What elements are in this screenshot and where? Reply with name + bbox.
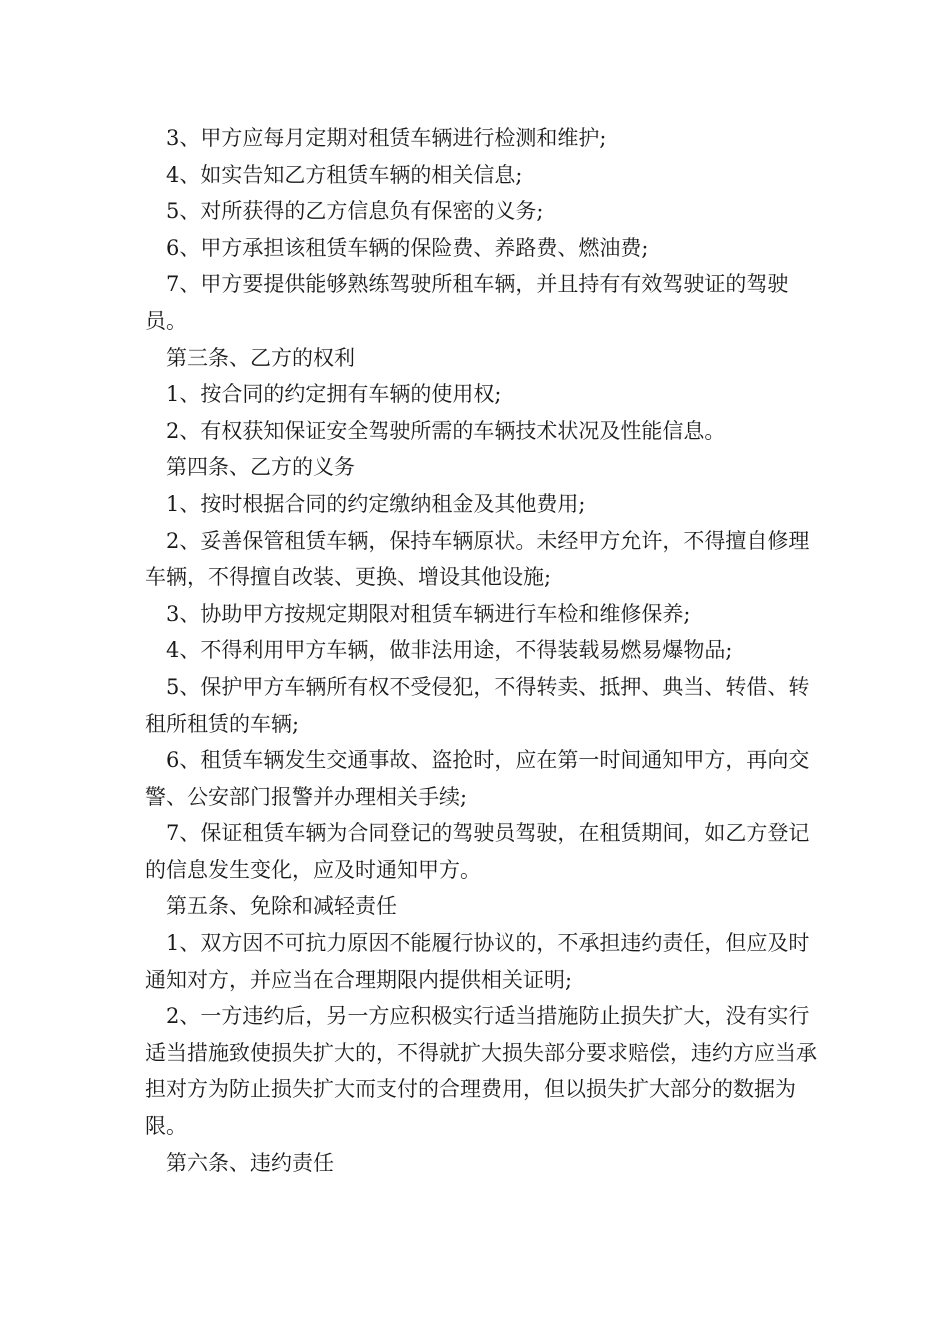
section-heading: 第六条、违约责任 [166, 1150, 334, 1175]
clause-item: 3、协助甲方按规定期限对租赁车辆进行车检和维修保养; [166, 601, 691, 626]
section-heading: 第五条、免除和减轻责任 [166, 894, 397, 919]
clause-item: 5、对所获得的乙方信息负有保密的义务; [166, 199, 544, 224]
clause-item: 4、不得利用甲方车辆，做非法用途，不得装载易燃易爆物品; [166, 638, 733, 663]
clause-item: 7、保证租赁车辆为合同登记的驾驶员驾驶，在租赁期间，如乙方登记的信息发生变化，应及时通知甲方。 [145, 821, 810, 882]
clause-item: 4、如实告知乙方租赁车辆的相关信息; [166, 162, 523, 187]
clause-item: 2、有权获知保证安全驾驶所需的车辆技术状况及性能信息。 [166, 418, 726, 443]
clause-item: 1、按时根据合同的约定缴纳租金及其他费用; [166, 491, 586, 516]
clause-item: 6、租赁车辆发生交通事故、盗抢时，应在第一时间通知甲方，再向交警、公安部门报警并办理相关手续; [145, 748, 810, 809]
clause-item: 6、甲方承担该租赁车辆的保险费、养路费、燃油费; [166, 235, 649, 260]
clause-item: 1、双方因不可抗力原因不能履行协议的，不承担违约责任，但应及时通知对方，并应当在合理期限内提供相关证明; [145, 931, 810, 992]
clause-item: 2、妥善保管租赁车辆，保持车辆原状。未经甲方允许，不得擅自修理车辆，不得擅自改装、更换、增设其他设施; [145, 528, 810, 590]
clause-item: 2、一方违约后，另一方应积极实行适当措施防止损失扩大，没有实行适当措施致使损失扩大的，不得就扩大损失部分要求赔偿，违约方应当承担对方为防止损失扩大而支付的合理费用，但以损失扩大部分的数据为限。 [145, 1004, 817, 1139]
clause-item: 5、保护甲方车辆所有权不受侵犯，不得转卖、抵押、典当、转借、转租所租赁的车辆; [145, 674, 810, 736]
document-body [145, 120, 825, 1181]
clause-item: 1、按合同的约定拥有车辆的使用权; [166, 382, 502, 407]
clause-item: 7、甲方要提供能够熟练驾驶所租车辆，并且持有有效驾驶证的驾驶员。 [145, 272, 789, 333]
section-heading: 第三条、乙方的权利 [166, 345, 355, 370]
section-heading: 第四条、乙方的义务 [166, 455, 355, 480]
clause-item: 3、甲方应每月定期对租赁车辆进行检测和维护; [166, 126, 607, 150]
